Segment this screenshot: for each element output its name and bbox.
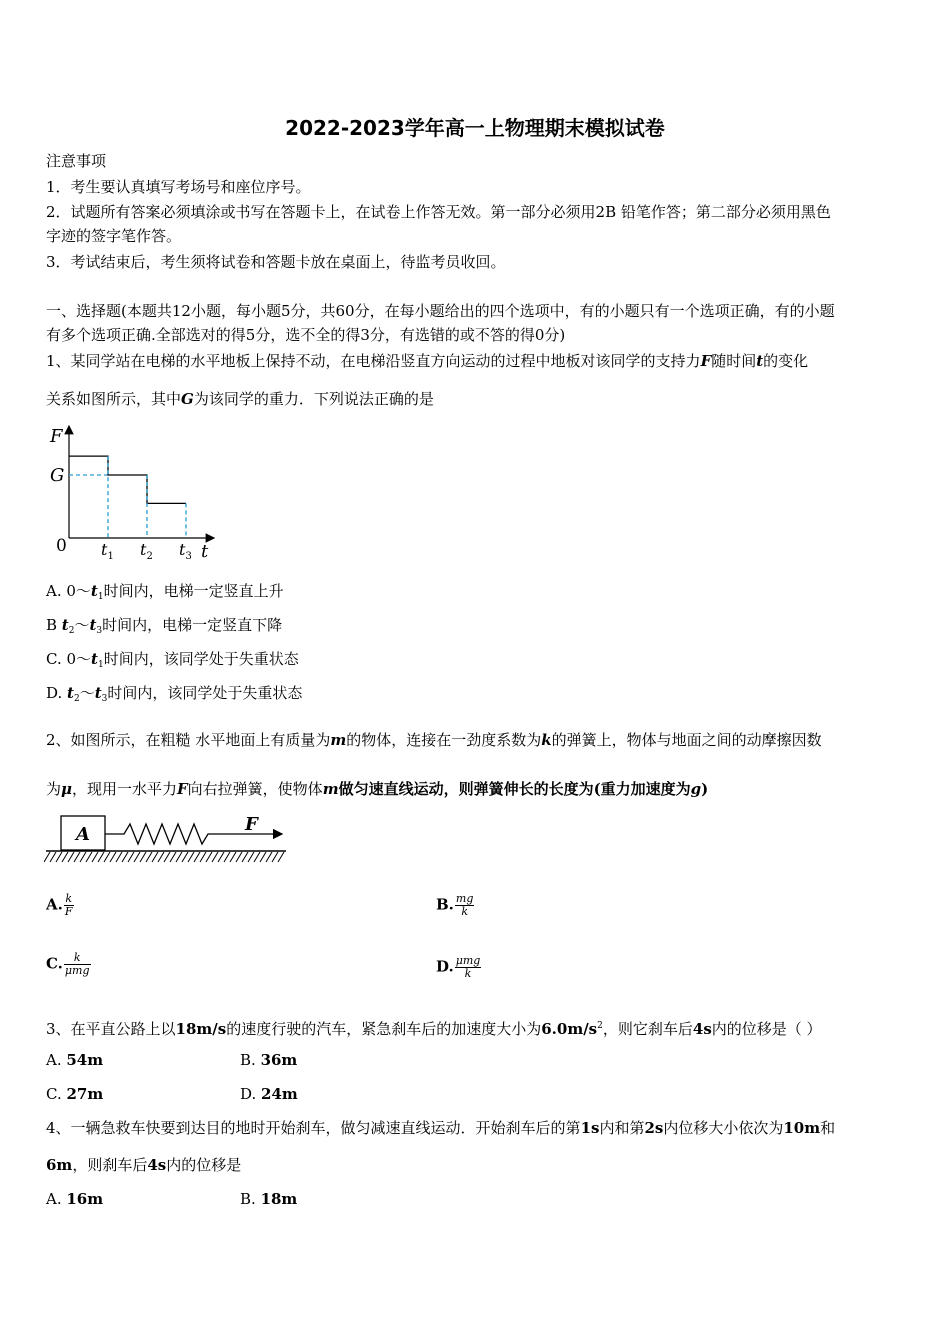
y-axis-label: F — [50, 426, 63, 447]
notice-item: 2．试题所有答案必须填涂或书写在答题卡上，在试卷上作答无效。第一部分必须用2B 铅笔作答；第二部分必须用黑色 — [46, 203, 831, 221]
force-label: F — [245, 814, 258, 835]
fraction: $\frac{\text{μmg}}{k}$ — [455, 954, 481, 980]
notice-item: 3．考试结束后，考生须将试卷和答题卡放在桌面上，待监考员收回。 — [46, 253, 506, 271]
q3-option-a[interactable]: A. 54m — [46, 1051, 104, 1069]
q2-option-c[interactable]: C. $\frac{k}{\text{μmg}}$ — [46, 951, 90, 977]
fraction: $\frac{k}{\text{μmg}}$ — [64, 951, 90, 977]
q2-option-a[interactable]: A. $\frac{k}{F}$ — [46, 892, 73, 918]
x-axis-label: t — [201, 541, 209, 562]
origin-label: 0 — [56, 536, 67, 556]
fraction: $\frac{mg}{k}$ — [455, 892, 474, 918]
q3-option-b[interactable]: B. 36m — [240, 1051, 298, 1069]
q3-stem: 3、在平直公路上以18m/s的速度行驶的汽车，紧急刹车后的加速度大小为$6.0m/s^2$，则它刹车后4s内的位移是（ ） — [46, 1020, 822, 1038]
block-label: A — [76, 824, 90, 845]
section-instructions: 有多个选项正确.全部选对的得5分，选不全的得3分，有选错的或不答的得0分) — [46, 326, 566, 344]
q3-option-d[interactable]: D. 24m — [240, 1085, 298, 1103]
spring — [105, 824, 216, 844]
q4-stem: 6m，则刹车后4s内的位移是 — [46, 1156, 242, 1174]
q1-force-time-graph — [44, 420, 224, 568]
notice-item: 1．考生要认真填写考场号和座位序号。 — [46, 178, 311, 196]
time-tick-label: $t_2$ — [140, 540, 153, 562]
force-steps — [69, 456, 186, 538]
q4-option-b[interactable]: B. 18m — [240, 1190, 298, 1208]
q2-spring-figure — [44, 812, 289, 868]
q4-option-a[interactable]: A. 16m — [46, 1190, 104, 1208]
q1-option-b[interactable]: B $t_2\sim t_3$时间内，电梯一定竖直下降 — [46, 616, 283, 636]
page-title: 2022-2023学年高一上物理期末模拟试卷 — [285, 116, 665, 140]
g-level-label: G — [50, 465, 65, 486]
time-tick-label: $t_3$ — [179, 540, 192, 562]
q1-stem: 1、某同学站在电梯的水平地板上保持不动，在电梯沿竖直方向运动的过程中地板对该同学的支持力F随时间t的变化 — [46, 352, 809, 370]
q1-stem: 关系如图所示，其中G为该同学的重力．下列说法正确的是 — [46, 390, 434, 408]
q1-option-a[interactable]: A. $0\sim t_1$时间内，电梯一定竖直上升 — [46, 582, 284, 602]
q4-stem: 4、一辆急救车快要到达目的地时开始刹车，做匀减速直线运动．开始刹车后的第1s内和第2s内位移大小依次为10m和 — [46, 1119, 836, 1137]
q2-option-b[interactable]: B. $\frac{mg}{k}$ — [436, 892, 474, 918]
time-tick-label: $t_1$ — [101, 540, 114, 562]
q2-stem: 为μ，现用一水平力F向右拉弹簧，使物体m做匀速直线运动，则弹簧伸长的长度为(重力加速度为g) — [46, 780, 709, 798]
q1-option-d[interactable]: D. $t_2\sim t_3$时间内，该同学处于失重状态 — [46, 684, 303, 704]
q1-option-c[interactable]: C. $0\sim t_1$时间内，该同学处于失重状态 — [46, 650, 299, 670]
ground-hatching — [44, 852, 284, 862]
fraction: $\frac{k}{F}$ — [64, 892, 73, 918]
q2-stem: 2、如图所示，在粗糙 水平地面上有质量为m的物体，连接在一劲度系数为k的弹簧上，物体与地面之间的动摩擦因数 — [46, 731, 822, 749]
q3-option-c[interactable]: C. 27m — [46, 1085, 104, 1103]
notice-item: 字迹的签字笔作答。 — [46, 227, 182, 245]
q2-option-d[interactable]: D. $\frac{\text{μmg}}{k}$ — [436, 954, 481, 980]
time-ticks — [101, 540, 192, 562]
section-instructions: 一、选择题(本题共12小题，每小题5分，共60分，在每小题给出的四个选项中，有的小题只有一个选项正确，有的小题 — [46, 302, 835, 320]
force-step-line — [69, 456, 186, 503]
notice-heading: 注意事项 — [46, 152, 107, 170]
